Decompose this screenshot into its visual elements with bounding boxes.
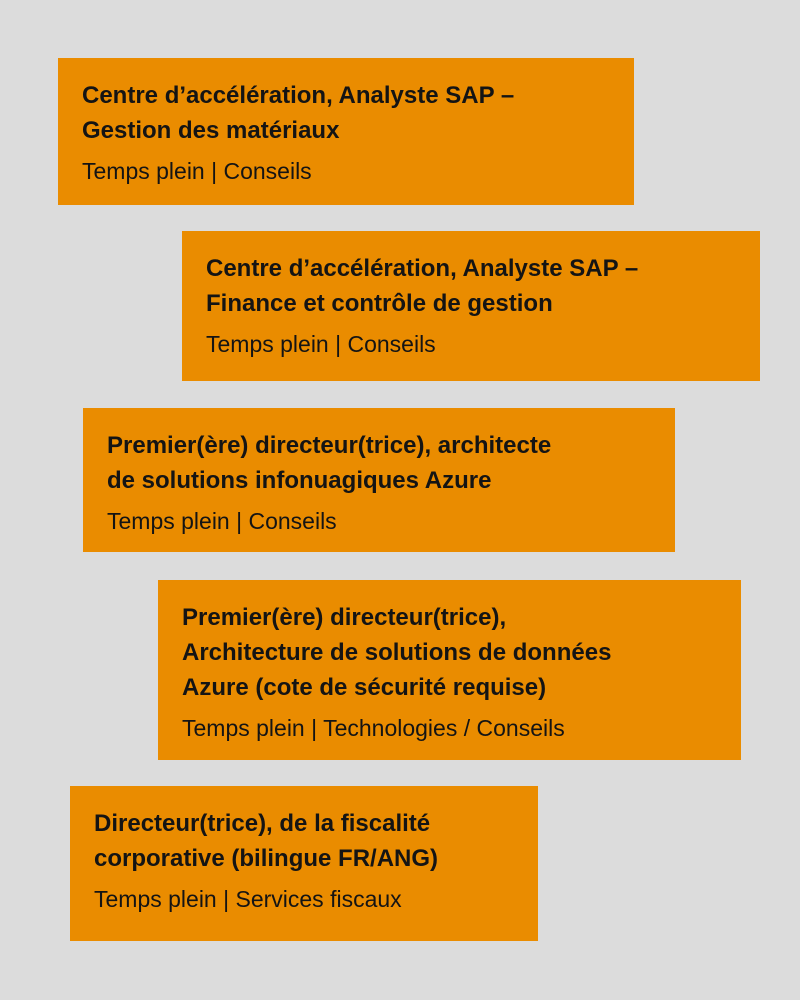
job-title bbox=[206, 251, 736, 321]
job-title bbox=[94, 806, 514, 876]
job-title bbox=[107, 428, 651, 498]
job-title-line: Premier(ère) directeur(trice), architecte bbox=[107, 432, 552, 459]
job-card-sap-finance[interactable] bbox=[182, 231, 760, 381]
job-meta: Temps plein | Conseils bbox=[107, 508, 337, 534]
job-meta: Temps plein | Services fiscaux bbox=[94, 886, 402, 912]
job-title-line: Premier(ère) directeur(trice), bbox=[182, 604, 507, 631]
job-card-azure-data-architecture[interactable] bbox=[158, 580, 741, 760]
job-title-line: Azure (cote de sécurité requise) bbox=[182, 674, 547, 701]
job-title-line: Finance et contrôle de gestion bbox=[206, 290, 553, 317]
job-card-azure-cloud-architect[interactable] bbox=[83, 408, 675, 552]
job-title-line: corporative (bilingue FR/ANG) bbox=[94, 845, 439, 872]
job-card-corporate-tax[interactable] bbox=[70, 786, 538, 941]
job-meta: Temps plein | Conseils bbox=[82, 158, 312, 184]
job-title-line: Centre d’accélération, Analyste SAP – bbox=[206, 255, 639, 282]
job-card-sap-materials[interactable] bbox=[58, 58, 634, 205]
job-title-line: de solutions infonuagiques Azure bbox=[107, 467, 492, 494]
job-title-line: Gestion des matériaux bbox=[82, 117, 340, 144]
job-meta: Temps plein | Conseils bbox=[206, 331, 436, 357]
job-meta: Temps plein | Technologies / Conseils bbox=[182, 715, 565, 741]
job-title bbox=[182, 600, 717, 705]
job-title-line: Centre d’accélération, Analyste SAP – bbox=[82, 82, 515, 109]
job-title-line: Architecture de solutions de données bbox=[182, 639, 612, 666]
job-title bbox=[82, 78, 610, 148]
job-title-line: Directeur(trice), de la fiscalité bbox=[94, 810, 431, 837]
